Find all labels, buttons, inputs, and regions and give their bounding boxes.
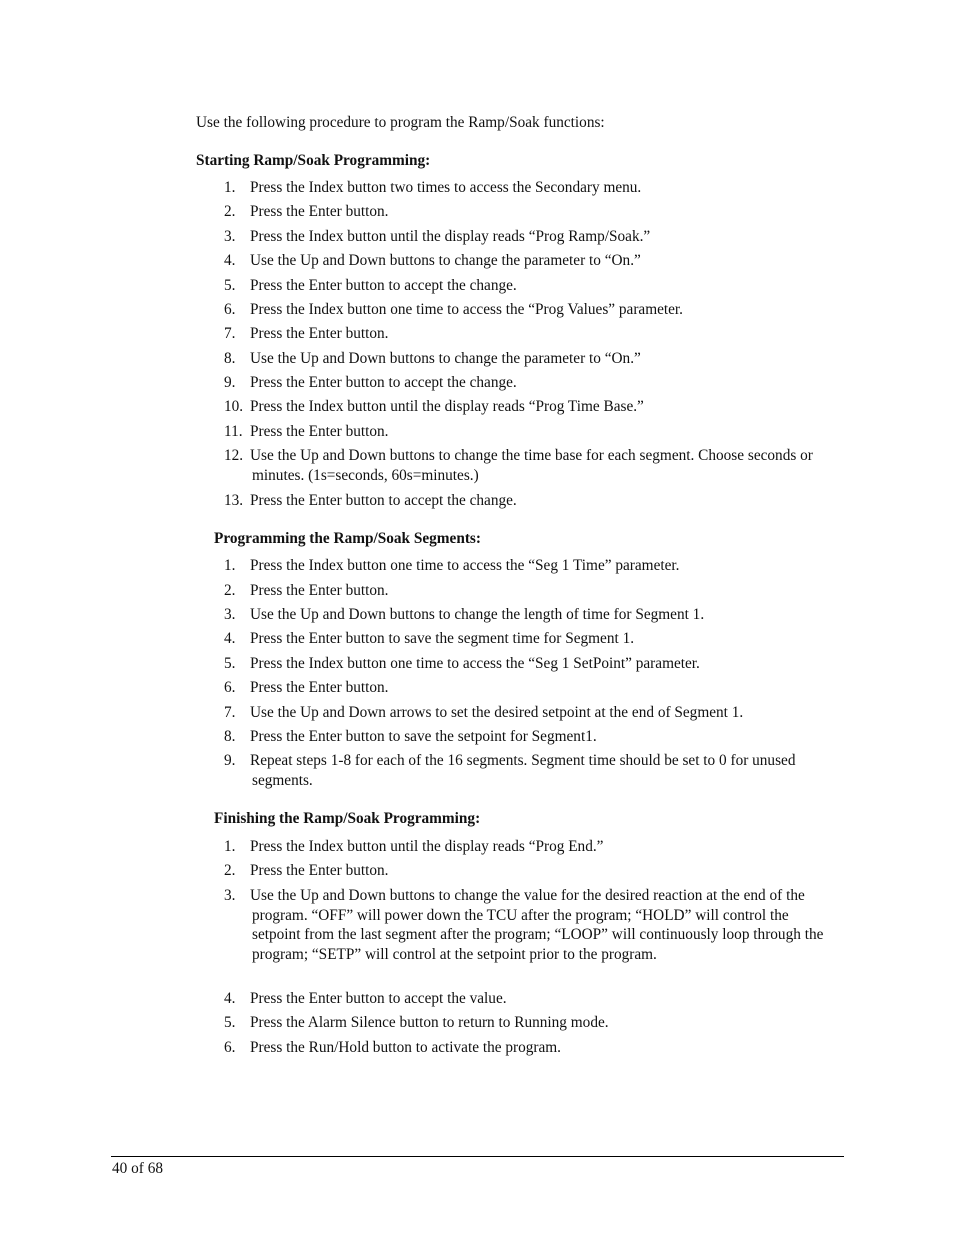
section-heading-finishing: Finishing the Ramp/Soak Programming: xyxy=(214,810,481,827)
list-item xyxy=(224,324,834,344)
list-item xyxy=(224,202,834,222)
list-item xyxy=(224,1038,834,1058)
page-number: 40 of 68 xyxy=(112,1160,163,1177)
step-text: Press the Index button one time to access the “Seg 1 SetPoint” parameter. xyxy=(250,655,700,672)
step-number: 10. xyxy=(224,398,244,415)
list-item xyxy=(224,349,834,369)
step-text: Repeat steps 1-8 for each of the 16 segments. Segment time should be set to 0 for unused segments. xyxy=(250,752,796,789)
step-number: 2. xyxy=(224,862,236,879)
step-text: Press the Enter button to accept the value. xyxy=(250,990,507,1007)
step-text: Press the Index button one time to access the “Prog Values” parameter. xyxy=(250,301,684,318)
step-text: Use the Up and Down buttons to change the value for the desired reaction at the end of the program. “OFF” will power down the TCU after the program; “HOLD” will control the setpoint from the last segment after the program; “LOOP” will continuously loop through the program; “SETP” will control at the setpoint prior to the program. xyxy=(250,887,824,963)
list-item xyxy=(224,581,834,601)
list-item xyxy=(224,556,834,576)
list-item xyxy=(224,178,834,198)
list-item xyxy=(224,422,834,442)
step-text: Press the Index button until the display reads “Prog End.” xyxy=(250,838,604,855)
step-number: 8. xyxy=(224,728,236,745)
step-number: 1. xyxy=(224,557,236,574)
intro-paragraph: Use the following procedure to program the Ramp/Soak functions: xyxy=(196,114,605,131)
step-text: Use the Up and Down buttons to change the time base for each segment. Choose seconds or minutes. (1s=seconds, 60s=minutes.) xyxy=(250,447,813,484)
step-number: 4. xyxy=(224,630,236,647)
step-text: Press the Enter button to save the setpoint for Segment1. xyxy=(250,728,597,745)
step-text: Use the Up and Down buttons to change the length of time for Segment 1. xyxy=(250,606,705,623)
list-item xyxy=(224,276,834,296)
step-text: Press the Enter button to accept the change. xyxy=(250,277,517,294)
step-number: 4. xyxy=(224,252,236,269)
step-text: Press the Enter button to accept the change. xyxy=(250,492,517,509)
step-number: 1. xyxy=(224,179,236,196)
step-number: 5. xyxy=(224,1014,236,1031)
step-text: Use the Up and Down arrows to set the desired setpoint at the end of Segment 1. xyxy=(250,704,744,721)
footer-divider xyxy=(111,1156,844,1157)
step-text: Press the Enter button to save the segment time for Segment 1. xyxy=(250,630,635,647)
step-number: 8. xyxy=(224,350,236,367)
list-item xyxy=(224,373,834,393)
list-item xyxy=(224,751,834,790)
step-number: 3. xyxy=(224,887,236,904)
step-number: 7. xyxy=(224,704,236,721)
step-number: 11. xyxy=(224,423,243,440)
list-item xyxy=(224,446,834,485)
step-number: 5. xyxy=(224,277,236,294)
section-heading-segments: Programming the Ramp/Soak Segments: xyxy=(214,530,481,547)
step-number: 13. xyxy=(224,492,244,509)
step-number: 4. xyxy=(224,990,236,1007)
list-item xyxy=(224,837,834,857)
step-text: Press the Enter button. xyxy=(250,862,389,879)
step-number: 1. xyxy=(224,838,236,855)
step-number: 7. xyxy=(224,325,236,342)
step-text: Press the Enter button. xyxy=(250,203,389,220)
step-text: Press the Index button two times to access the Secondary menu. xyxy=(250,179,642,196)
list-item xyxy=(224,251,834,271)
step-text: Press the Index button until the display reads “Prog Time Base.” xyxy=(250,398,644,415)
list-item xyxy=(224,861,834,881)
step-number: 9. xyxy=(224,752,236,769)
step-text: Press the Run/Hold button to activate the program. xyxy=(250,1039,561,1056)
list-item xyxy=(224,605,834,625)
step-text: Press the Alarm Silence button to return to Running mode. xyxy=(250,1014,609,1031)
step-number: 2. xyxy=(224,582,236,599)
step-text: Press the Enter button. xyxy=(250,423,389,440)
step-number: 3. xyxy=(224,606,236,623)
step-text: Press the Enter button. xyxy=(250,679,389,696)
step-number: 6. xyxy=(224,1039,236,1056)
list-item xyxy=(224,629,834,649)
list-item xyxy=(224,989,834,1009)
list-item xyxy=(224,678,834,698)
step-number: 3. xyxy=(224,228,236,245)
list-item xyxy=(224,491,834,511)
list-item xyxy=(224,300,834,320)
list-item xyxy=(224,727,834,747)
list-item xyxy=(224,1013,834,1033)
step-text: Press the Index button one time to access the “Seg 1 Time” parameter. xyxy=(250,557,680,574)
list-item xyxy=(224,886,834,964)
step-text: Use the Up and Down buttons to change the parameter to “On.” xyxy=(250,350,641,367)
list-item xyxy=(224,397,834,417)
step-number: 5. xyxy=(224,655,236,672)
step-text: Press the Enter button. xyxy=(250,325,389,342)
step-text: Press the Enter button to accept the change. xyxy=(250,374,517,391)
list-item xyxy=(224,654,834,674)
step-number: 9. xyxy=(224,374,236,391)
list-item xyxy=(224,227,834,247)
step-number: 12. xyxy=(224,447,244,464)
step-number: 2. xyxy=(224,203,236,220)
step-text: Press the Index button until the display reads “Prog Ramp/Soak.” xyxy=(250,228,651,245)
step-text: Use the Up and Down buttons to change the parameter to “On.” xyxy=(250,252,641,269)
step-number: 6. xyxy=(224,301,236,318)
section-heading-starting: Starting Ramp/Soak Programming: xyxy=(196,152,431,169)
step-text: Press the Enter button. xyxy=(250,582,389,599)
list-item xyxy=(224,703,834,723)
step-number: 6. xyxy=(224,679,236,696)
